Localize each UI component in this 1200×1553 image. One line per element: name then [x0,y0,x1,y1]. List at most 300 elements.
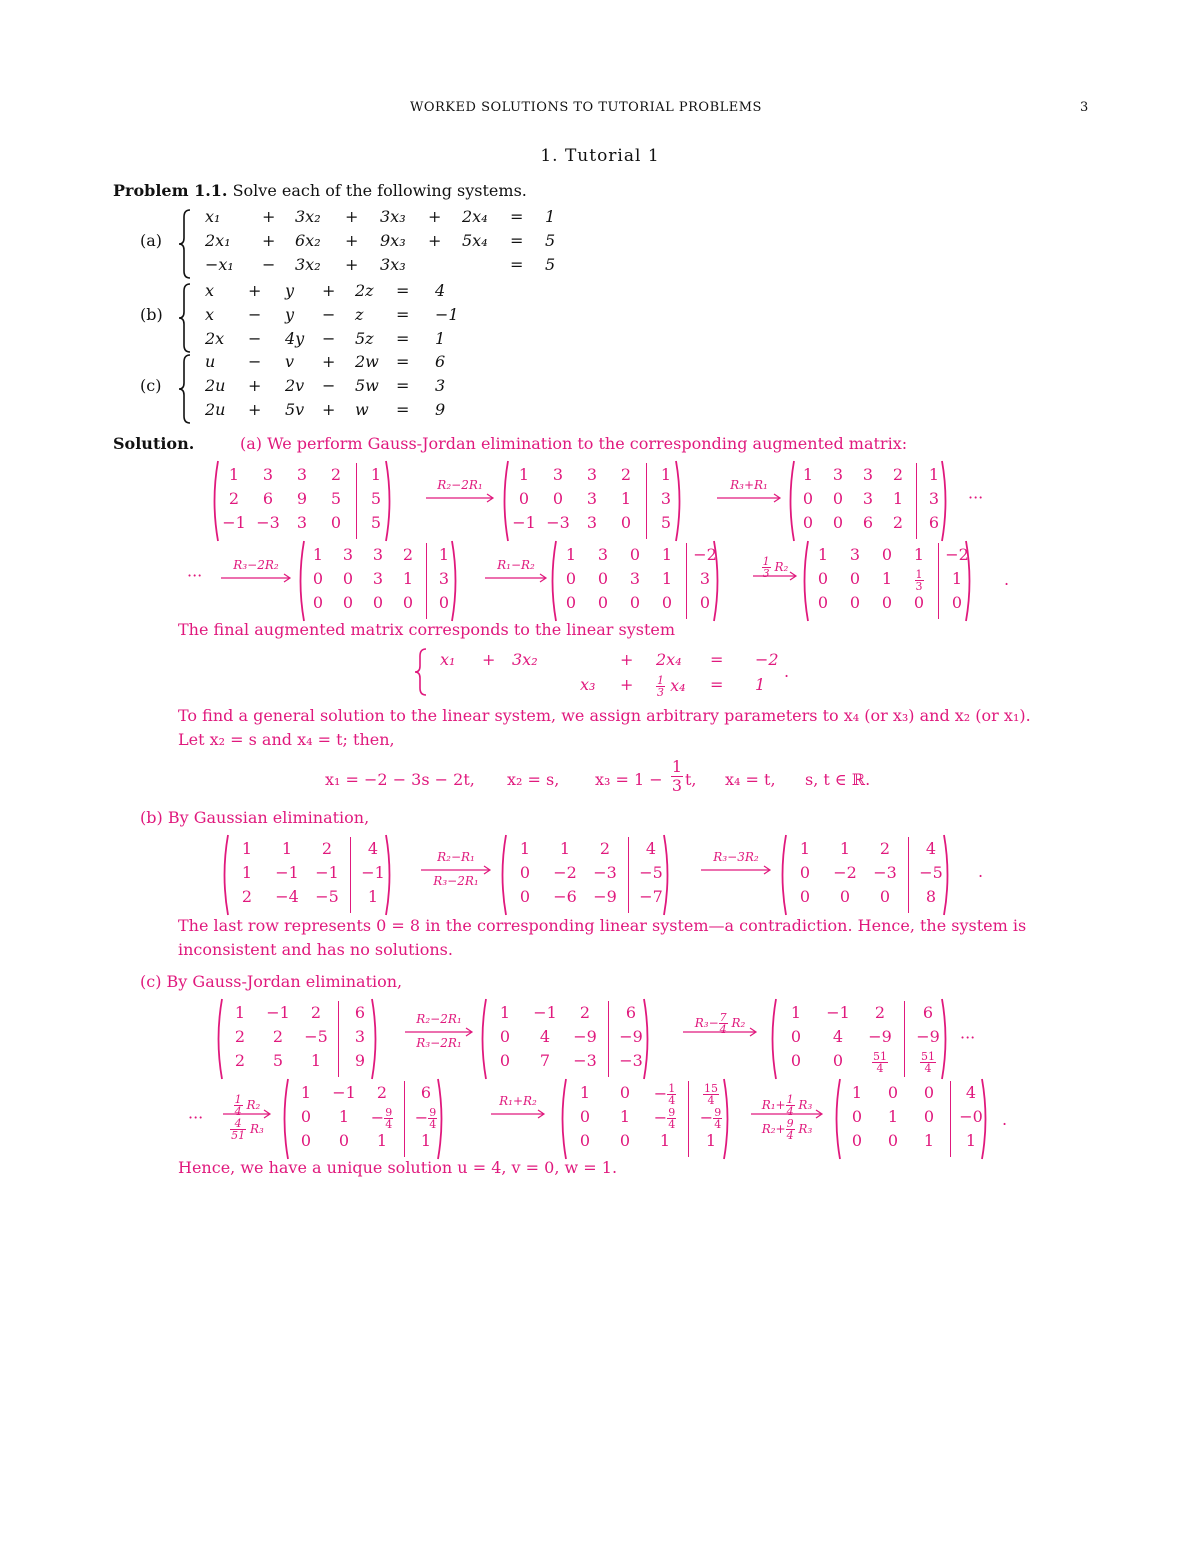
system-a-term: 3x₂ [295,255,321,274]
c-op-2-top-frac-sign: − [708,1016,719,1030]
a-matrix-5-cell: 0 [565,569,577,588]
a-matrix-4-cell: 1 [438,545,450,564]
c-matrix-5-cell: 1 [705,1131,717,1150]
a-matrix-1-cell: −1 [222,513,246,532]
a-matrix-4-cell: 0 [342,593,354,612]
c-matrix-3-cell-frac-num: 51 [921,1050,935,1063]
a-matrix-4-cell: 0 [312,593,324,612]
a-system-term: −2 [755,650,779,669]
b-matrix-1-cell: −5 [315,887,339,906]
a-system-term: 3x₂ [512,650,538,669]
c-matrix-5-cell-frac [703,1083,719,1106]
c-matrix-5-cell-frac-sign: − [699,1108,714,1127]
a-matrix-1 [210,460,394,542]
c-op-5-bottom-frac-den: 4 [786,1129,794,1142]
a-matrix-3-cell: 1 [892,489,904,508]
system-a-term: −x₁ [205,255,234,274]
system-b-term: y [285,281,295,300]
a-op-1-line [425,493,495,503]
system-a-term: 1 [545,207,556,226]
a-op-5-top-frac-num: 1 [762,555,770,568]
c-op-4-line [490,1109,546,1119]
part-b-text-2: inconsistent and has no solutions. [178,940,453,959]
b-op-2-top: R₃−3R₂ [713,850,759,864]
gen-x3-frac [671,758,683,795]
system-c-term: 6 [435,352,446,371]
c-op-5-bottom-txt: R₂+ [761,1122,786,1136]
system-b-term: − [322,329,336,348]
c-matrix-2-cell: 7 [539,1051,551,1070]
system-c-term: + [248,376,262,395]
a-matrix-6-cell: 3 [849,545,861,564]
a-ellipsis-1: ··· [968,488,984,507]
c-matrix-6-cell: 4 [965,1083,977,1102]
c-op-3-top-txt: R₂ [242,1098,261,1112]
a-matrix-2-cell: 3 [586,465,598,484]
a-matrix-6-cell: 1 [817,545,829,564]
a-matrix-2-cell: 1 [660,465,672,484]
a-matrix-2-cell: −1 [512,513,536,532]
c-op-1-top: R₂−2R₁ [416,1012,462,1026]
system-a-term: 6x₂ [295,231,321,250]
c-matrix-4-cell: 1 [338,1107,350,1126]
c-matrix-3-cell: 4 [832,1027,844,1046]
a-matrix-1-cell: 5 [330,489,342,508]
problem-statement [113,181,527,200]
b-matrix-2-cell: −3 [593,863,617,882]
system-b-term: 5z [355,329,374,348]
a-op-1 [425,478,495,518]
b-matrix-1-cell: 1 [367,887,379,906]
b-matrix-1-cell: 2 [321,839,333,858]
a-matrix-3-cell: 6 [862,513,874,532]
c-matrix-4-cell: 2 [376,1083,388,1102]
system-b-term: y [285,305,295,324]
c-ellipsis-2: ··· [188,1108,204,1127]
b-matrix-1-cell: 1 [241,839,253,858]
c-matrix-2-cell: 0 [499,1027,511,1046]
c-matrix-2-cell: −9 [573,1027,597,1046]
system-b-term: − [248,305,262,324]
system-a-term: 9x₃ [380,231,406,250]
c-matrix-3-cell: 0 [832,1051,844,1070]
a-matrix-1-cell: 1 [370,465,382,484]
a-matrix-3-cell: 0 [802,513,814,532]
a-matrix-1-cell: −3 [256,513,280,532]
c-op-2-top-txt: R₃ [694,1016,709,1030]
c-matrix-5-cell: 0 [619,1131,631,1150]
b-op-2 [700,850,772,890]
c-matrix-1 [214,998,380,1080]
c-matrix-4-cell-frac-den: 4 [429,1118,437,1131]
a-matrix-2-cell: 1 [620,489,632,508]
c-op-3-bottom [222,1118,272,1141]
a-matrix-4 [296,540,460,622]
c-matrix-2-cell: 1 [499,1003,511,1022]
a-matrix-6-cell: 1 [913,545,925,564]
a-system-term: + [620,675,634,694]
part-a-let-text: Let x₂ = s and x₄ = t; then, [178,730,395,749]
c-matrix-5-cell: 1 [659,1131,671,1150]
c-matrix-5-cell-frac-den: 4 [707,1094,715,1107]
a-matrix-5-cell: 3 [699,569,711,588]
a-matrix-5-cell: 0 [699,593,711,612]
a-matrix-1-cell: 1 [228,465,240,484]
system-a-term: 3x₂ [295,207,321,226]
system-b-term: 2x [205,329,225,348]
gen-x1: x₁ = −2 − 3s − 2t, [325,770,475,789]
a-matrix-6-cell: 0 [881,593,893,612]
c-op-5-top-frac-den: 4 [786,1105,794,1118]
c-op-3-top-frac-num: 1 [234,1093,242,1106]
system-c-term: w [355,400,369,419]
c-matrix-2-cell: −1 [533,1003,557,1022]
system-c-term: = [396,376,410,395]
system-a-term: = [510,255,524,274]
a-matrix-5-cell: 0 [597,593,609,612]
c-matrix-3-cell-frac [920,1051,936,1074]
a-matrix-2-cell: 1 [518,465,530,484]
c-matrix-3-cell: 0 [790,1027,802,1046]
c-matrix-6-cell: 1 [851,1083,863,1102]
system-a-term: 2x₄ [462,207,488,226]
system-b-label: (b) [140,305,163,324]
c-op-5-bottom-txt: R₃ [794,1122,813,1136]
c-op-5-top-frac-num: 1 [786,1093,794,1106]
b-matrix-2-cell: 4 [645,839,657,858]
c-matrix-2-aug-bar [608,1001,609,1077]
a-matrix-6-cell [899,569,939,592]
a-system-term: = [710,675,724,694]
a-matrix-2-cell: 0 [518,489,530,508]
a-system-term: 1 [755,675,766,694]
c-matrix-3-cell-frac [872,1051,888,1074]
c-matrix-1-cell: 6 [354,1003,366,1022]
b-op-1-bottom: R₃−2R₁ [433,874,479,888]
c-matrix-5-cell-frac [713,1107,722,1130]
system-a-term: x₁ [205,207,221,226]
c-op-4-top: R₁+R₂ [499,1094,537,1108]
c-matrix-6-cell: 0 [887,1083,899,1102]
a-op-4 [484,558,548,598]
a-matrix-4-cell: 3 [372,545,384,564]
b-matrix-1-cell: 2 [241,887,253,906]
system-b-term: − [322,305,336,324]
system-c-term: + [322,352,336,371]
system-a-term: = [510,207,524,226]
a-matrix-3-cell: 3 [862,489,874,508]
c-matrix-4-cell: 0 [338,1131,350,1150]
c-matrix-3-cell-frac-num: 51 [873,1050,887,1063]
part-a-intro: (a) We perform Gauss-Jordan elimination to the corresponding augmented matrix: [240,434,908,453]
c-matrix-1-cell: −5 [304,1027,328,1046]
system-a-brace [178,209,192,279]
c-op-3-bottom-frac [230,1118,246,1141]
b-matrix-1-aug-bar [350,837,351,913]
a-matrix-5-cell: 0 [597,569,609,588]
c-op-5-bottom [750,1118,824,1141]
c-op-5-top-txt: R₁+ [761,1098,786,1112]
a-ellipsis-2: ··· [187,566,203,585]
a-system-term: x₁ [440,650,456,669]
b-matrix-3-cell: 4 [925,839,937,858]
a-matrix-6 [800,540,974,622]
a-matrix-3-cell: 2 [892,513,904,532]
a-matrix-3-cell: 1 [802,465,814,484]
c-op-3-bottom-txt: R₃ [246,1122,264,1136]
system-b-term: 1 [435,329,446,348]
b-matrix-2-cell: −7 [639,887,663,906]
gen-params: s, t ∈ ℝ. [805,770,871,789]
a-system-term-frac-num: 1 [657,674,664,687]
system-c-term: 2w [355,352,379,371]
c-matrix-6-cell: 1 [965,1131,977,1150]
a-matrix-4-cell: 3 [372,569,384,588]
c-matrix-6-cell: 0 [851,1107,863,1126]
a-system-period: . [784,662,790,681]
system-a-term: 3x₃ [380,255,406,274]
b-matrix-3-cell: −2 [833,863,857,882]
a-matrix-6-cell: 1 [951,569,963,588]
a-matrix-5-cell: 0 [661,593,673,612]
c-op-3-top-frac-den: 4 [234,1105,242,1118]
c-matrix-5-cell: 0 [579,1107,591,1126]
c-op-2 [682,1012,758,1052]
c-matrix-5-cell: 0 [619,1083,631,1102]
b-matrix-3-cell: 1 [839,839,851,858]
a-op-5-line [752,571,798,581]
c-matrix-4-cell: −1 [332,1083,356,1102]
b-matrix-3-cell: 0 [799,887,811,906]
a-matrix-6-cell-frac [915,569,924,592]
b-matrix-2-cell: 1 [559,839,571,858]
a-matrix-5-cell: −2 [693,545,717,564]
c-matrix-5-cell-frac-den: 4 [714,1118,722,1131]
c-op-5-bottom-frac-num: 9 [786,1117,794,1130]
system-c-term: 3 [435,376,446,395]
a-matrix-6-cell: 1 [881,569,893,588]
gen-x3-pre: x₃ = 1 − [595,770,663,789]
a-matrix-2-cell: 0 [552,489,564,508]
system-b-brace [178,283,192,353]
a-matrix-4-cell: 1 [402,569,414,588]
c-matrix-4-cell: 1 [376,1131,388,1150]
c-op-4 [490,1094,546,1134]
system-c-term: + [248,400,262,419]
c-matrix-5-aug-bar [688,1081,689,1157]
system-b-term: = [396,281,410,300]
a-matrix-1-cell: 5 [370,513,382,532]
system-c-term: u [205,352,216,371]
c-matrix-5-cell: 1 [619,1107,631,1126]
system-a-term: 3x₃ [380,207,406,226]
c-matrix-6 [832,1078,990,1160]
a-matrix-4-cell: 0 [342,569,354,588]
b-matrix-3-cell: 0 [799,863,811,882]
a-matrix-2-cell: 3 [660,489,672,508]
c-matrix-3-cell-frac-den: 4 [876,1062,884,1075]
system-b-term: = [396,329,410,348]
c-matrix-4-cell: 1 [420,1131,432,1150]
gen-x3-frac-den: 3 [671,776,683,795]
system-b-term: − [248,329,262,348]
c-op-2-top-frac-num: 7 [719,1011,727,1024]
c-matrix-1-cell: 2 [310,1003,322,1022]
a-matrix-1-cell: 2 [228,489,240,508]
c-matrix-2 [478,998,652,1080]
a-matrix-5-cell: 1 [661,569,673,588]
system-c-term: = [396,400,410,419]
a-matrix-4-cell: 0 [402,593,414,612]
a-matrix-1-cell: 9 [296,489,308,508]
a-matrix-2-cell: 2 [620,465,632,484]
system-c-label: (c) [140,376,162,395]
system-a-term: + [428,231,442,250]
problem-text: Solve each of the following systems. [232,181,527,200]
b-matrix-3 [778,834,952,916]
c-matrix-3-cell: −1 [826,1003,850,1022]
a-op-5 [752,556,798,596]
c-matrix-1-cell: 1 [234,1003,246,1022]
a-matrix-6-cell-frac-num: 1 [915,568,923,581]
c-matrix-6-cell: −0 [959,1107,983,1126]
c-matrix-4-cell-frac-num: 9 [429,1106,437,1119]
c-matrix-5-cell-frac-den: 4 [668,1118,676,1131]
a-matrix-1-cell: 5 [370,489,382,508]
b-matrix-2-cell: 0 [519,863,531,882]
c-matrix-3-cell: 1 [790,1003,802,1022]
c-op-1-bottom: R₃−2R₁ [416,1036,462,1050]
a-matrix-1-cell: 3 [262,465,274,484]
a-matrix-5-cell: 0 [565,593,577,612]
system-b-term: 2z [355,281,374,300]
c-op-1 [404,1012,474,1052]
system-a-label: (a) [140,231,163,250]
a-matrix-6-cell: 0 [913,593,925,612]
c-matrix-4-cell-frac-sign: − [370,1108,385,1127]
system-c-term: 2u [205,376,226,395]
a-matrix-5-cell: 1 [565,545,577,564]
a-matrix-3-cell: 0 [832,513,844,532]
a-op-5-top-frac-den: 3 [762,567,770,580]
c-matrix-5-cell-frac [667,1083,676,1106]
c-op-5 [750,1093,824,1142]
b-matrix-1-cell: −1 [275,863,299,882]
a-matrix-1-cell: 6 [262,489,274,508]
c-matrix-4-cell-frac-num: 9 [385,1106,393,1119]
c-matrix-5-cell: 0 [579,1131,591,1150]
system-c-term: 2u [205,400,226,419]
a-matrix-2 [500,460,684,542]
b-matrix-2-cell: 2 [599,839,611,858]
c-matrix-5 [558,1078,732,1160]
c-matrix-1-cell: 5 [272,1051,284,1070]
c-period: . [1002,1110,1008,1129]
b-matrix-1-cell: −1 [361,863,385,882]
system-a-term: − [262,255,276,274]
c-matrix-6-cell: 1 [923,1131,935,1150]
part-b-text-1: The last row represents 0 = 8 in the corresponding linear system—a contradiction. Hence, the system is [178,916,1027,935]
gen-x3-post: t, [685,770,697,789]
c-matrix-3-cell: 6 [922,1003,934,1022]
c-matrix-3-cell-frac-den: 4 [924,1062,932,1075]
c-matrix-4-cell [362,1107,402,1130]
b-matrix-2-cell: −9 [593,887,617,906]
c-matrix-3-cell: 0 [790,1051,802,1070]
c-op-3 [222,1093,272,1142]
b-matrix-2 [498,834,672,916]
solution-label: Solution. [113,434,195,453]
a-matrix-2-cell: 3 [586,513,598,532]
c-matrix-4-cell: 6 [420,1083,432,1102]
gen-x2: x₂ = s, [507,770,560,789]
b-matrix-3-cell: −3 [873,863,897,882]
system-c-term: − [322,376,336,395]
b-op-2-line [700,865,772,875]
c-matrix-5-cell-frac-sign: − [653,1108,668,1127]
c-op-2-line [682,1027,758,1037]
part-a-param-text: To find a general solution to the linear system, we assign arbitrary parameters to x₄ (or x₃) and x₂ (or x₁). [178,706,1031,725]
a-matrix-2-cell: 0 [620,513,632,532]
system-a-term: + [262,231,276,250]
a-matrix-5-cell: 0 [629,545,641,564]
b-matrix-3-cell: −5 [919,863,943,882]
a-matrix-3-cell: 3 [928,489,940,508]
b-matrix-1-cell: 1 [281,839,293,858]
b-op-1-top: R₂−R₁ [437,850,475,864]
b-matrix-1-cell: 4 [367,839,379,858]
a-matrix-6-cell-frac-den: 3 [915,580,923,593]
c-matrix-4-cell [406,1107,446,1130]
system-c-term: = [396,352,410,371]
b-matrix-1-cell: 1 [241,863,253,882]
a-op-4-top: R₁−R₂ [497,558,535,572]
a-system-term-txt: x₄ [665,676,686,695]
b-matrix-3-cell: 2 [879,839,891,858]
a-op-4-line [484,573,548,583]
c-matrix-4-cell: 0 [300,1107,312,1126]
system-a-term: + [345,207,359,226]
a-system-term [656,675,686,698]
a-matrix-4-cell: 2 [402,545,414,564]
c-matrix-5-cell-frac-den: 4 [668,1094,676,1107]
a-matrix-6-cell: −2 [945,545,969,564]
c-matrix-5-cell [691,1083,731,1106]
a-matrix-4-cell: 3 [438,569,450,588]
b-matrix-3-cell: 1 [799,839,811,858]
b-matrix-1-cell: −1 [315,863,339,882]
system-a-term: + [428,207,442,226]
system-b-term: = [396,305,410,324]
c-matrix-2-cell: 4 [539,1027,551,1046]
system-a-term: = [510,231,524,250]
c-matrix-5-cell [691,1107,731,1130]
c-matrix-1-cell: 1 [310,1051,322,1070]
c-matrix-3-aug-bar [904,1001,905,1077]
system-a-term: + [345,255,359,274]
c-matrix-5-cell-frac [667,1107,676,1130]
page-number: 3 [1080,100,1089,115]
c-matrix-1-cell: 9 [354,1051,366,1070]
c-matrix-2-cell: 2 [579,1003,591,1022]
system-a-term: 5 [545,231,556,250]
system-b-term: + [322,281,336,300]
b-op-1 [420,850,492,890]
a-matrix-1-cell: 3 [296,513,308,532]
c-matrix-4-cell-frac [384,1107,393,1130]
b-matrix-1 [220,834,394,916]
a-matrix-4-cell: 0 [438,593,450,612]
